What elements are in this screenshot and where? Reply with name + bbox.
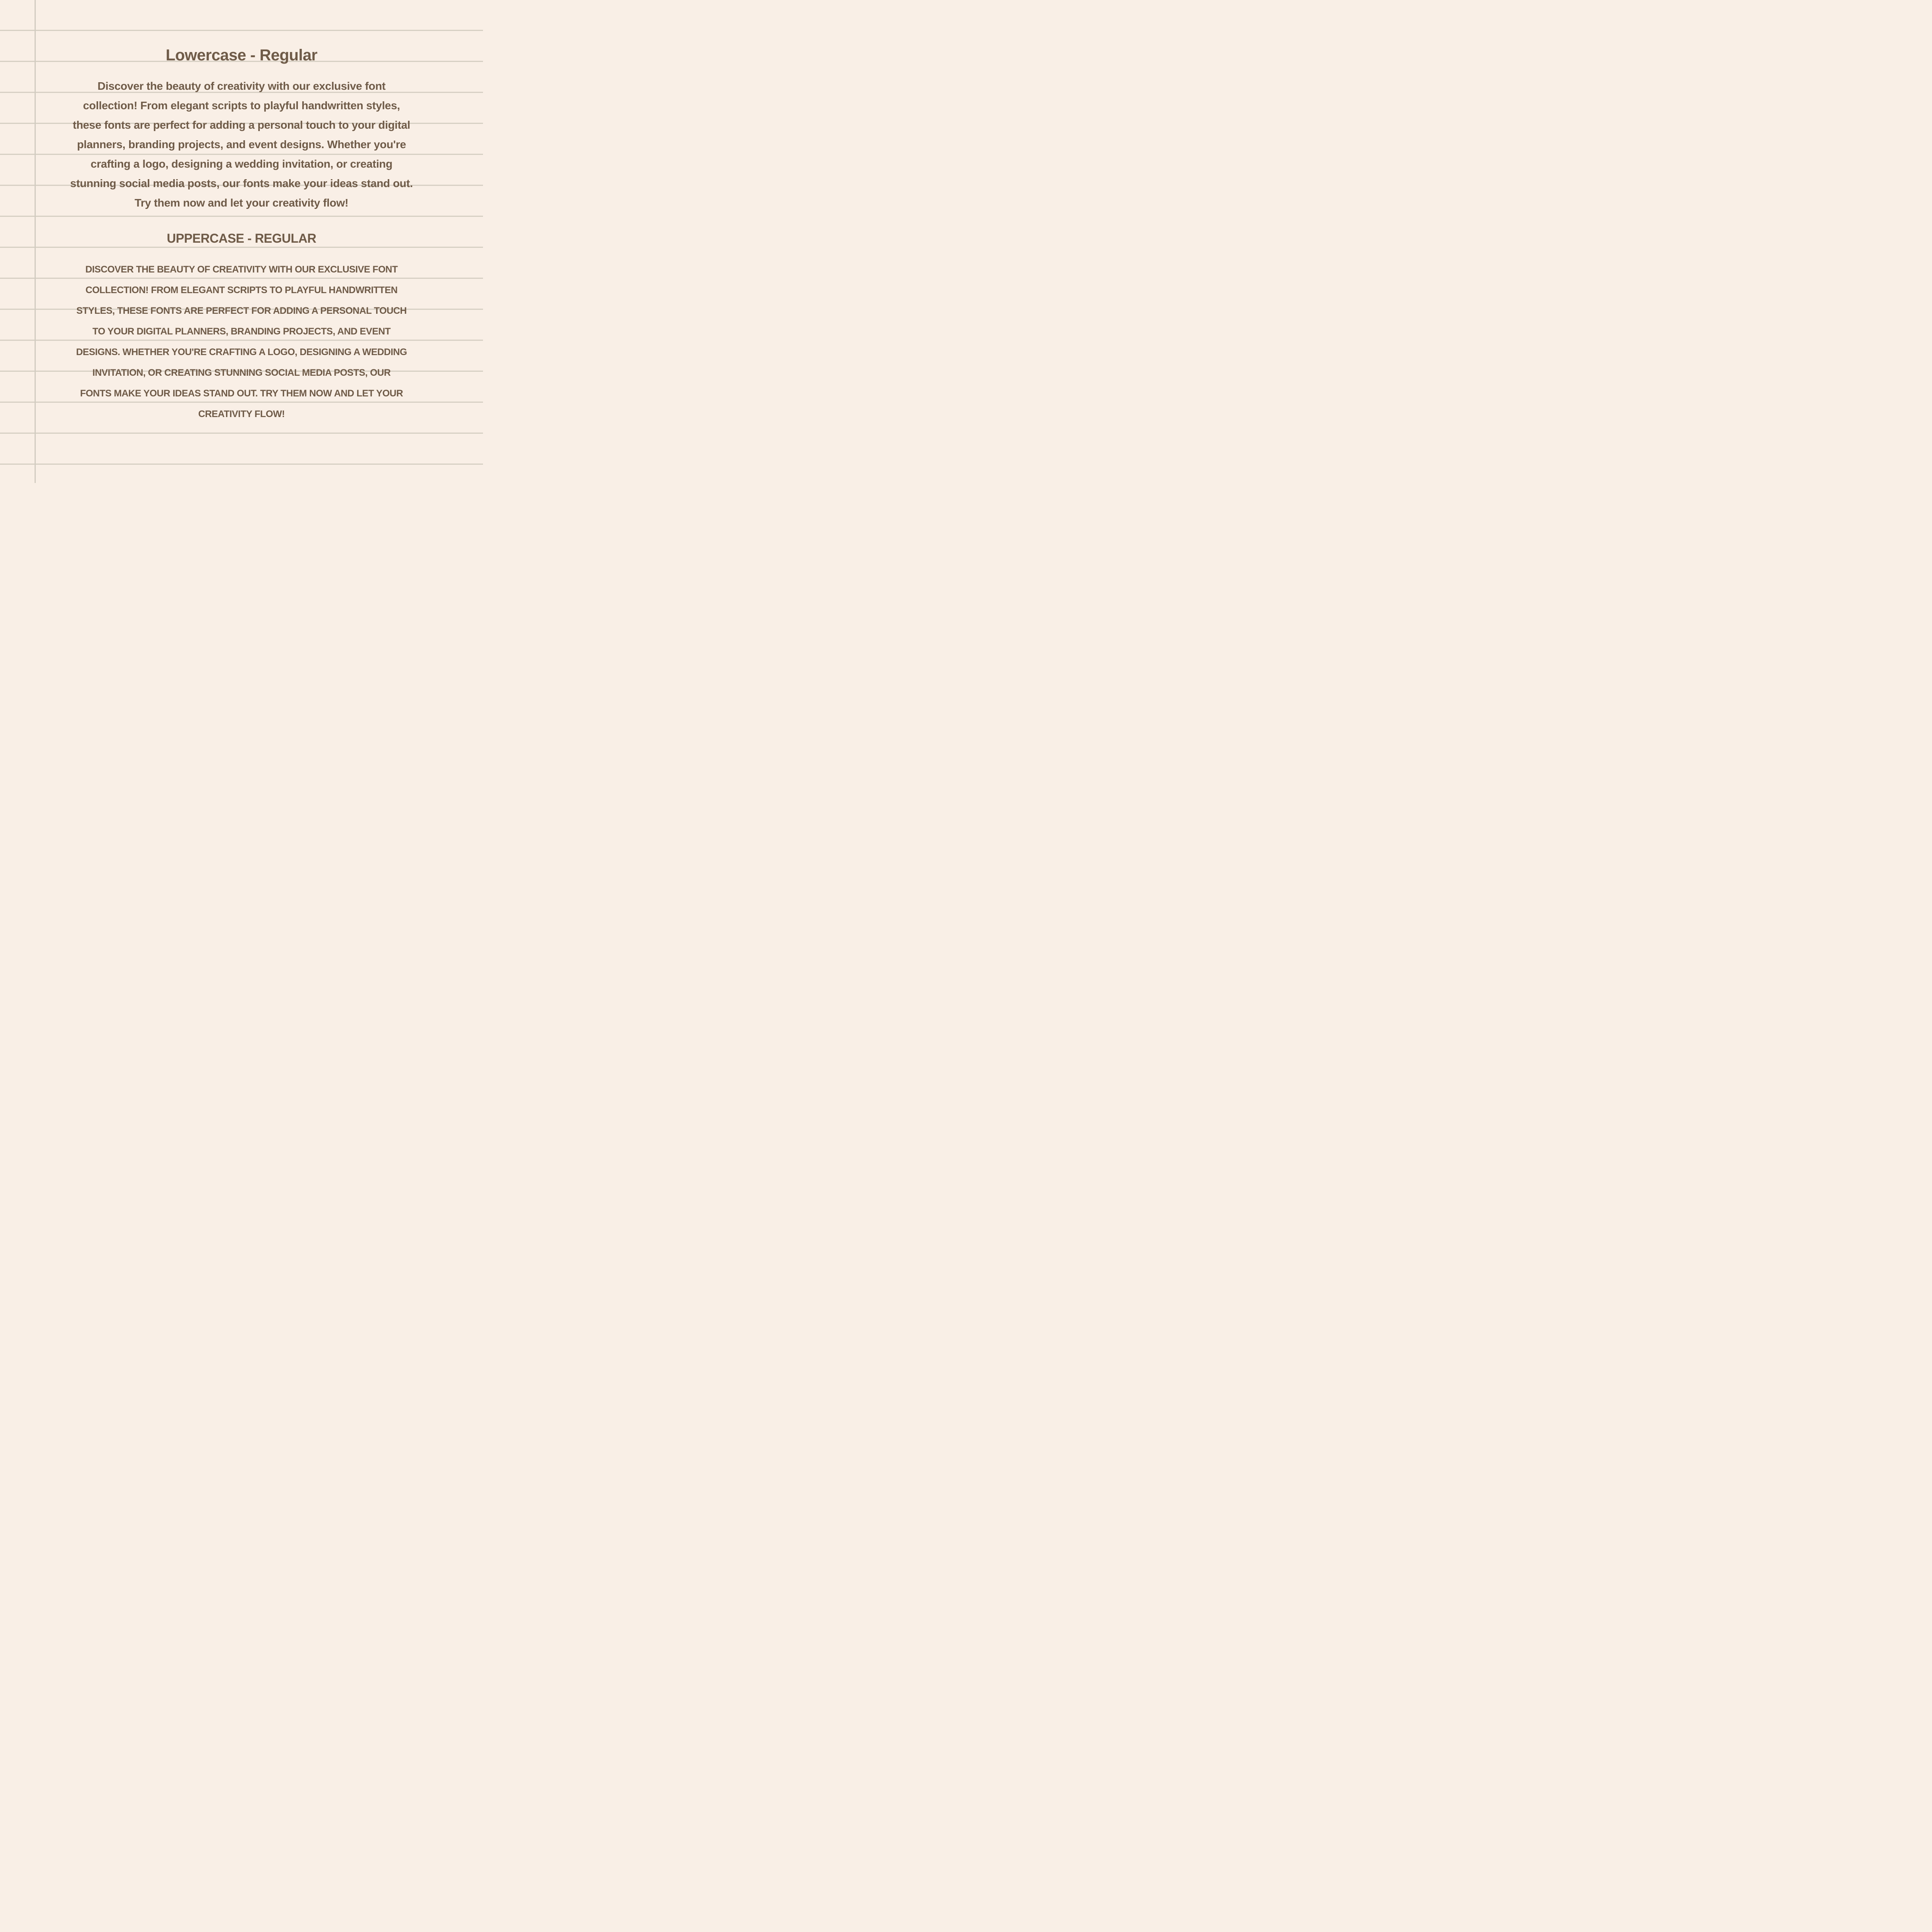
notebook-page <box>0 0 483 483</box>
text-line: DESIGNS. WHETHER YOU'RE CRAFTING A LOGO, DESIGNING A WEDDING <box>76 347 407 357</box>
text-line: Try them now and let your creativity flow! <box>134 197 349 209</box>
text-line: INVITATION, OR CREATING STUNNING SOCIAL MEDIA POSTS, OUR <box>92 367 391 378</box>
uppercase-paragraph <box>0 259 483 425</box>
text-line: these fonts are perfect for adding a personal touch to your digital <box>73 119 410 131</box>
lowercase-section-title: Lowercase - Regular <box>166 46 317 64</box>
text-line: CREATIVITY FLOW! <box>198 409 285 419</box>
uppercase-section-title: UPPERCASE - REGULAR <box>166 231 317 245</box>
text-line: TO YOUR DIGITAL PLANNERS, BRANDING PROJECTS, AND EVENT <box>92 326 391 337</box>
text-line: DISCOVER THE BEAUTY OF CREATIVITY WITH OUR EXCLUSIVE FONT <box>85 264 398 275</box>
text-line: STYLES, THESE FONTS ARE PERFECT FOR ADDING A PERSONAL TOUCH <box>76 305 407 316</box>
text-line: Discover the beauty of creativity with our exclusive font <box>97 80 386 92</box>
text-line: COLLECTION! FROM ELEGANT SCRIPTS TO PLAYFUL HANDWRITTEN <box>85 285 398 296</box>
text-line: collection! From elegant scripts to playful handwritten styles, <box>83 99 400 112</box>
text-line: planners, branding projects, and event designs. Whether you're <box>77 138 406 151</box>
lowercase-paragraph <box>0 76 483 213</box>
text-line: crafting a logo, designing a wedding invitation, or creating <box>91 158 392 170</box>
text-line: stunning social media posts, our fonts make your ideas stand out. <box>70 177 413 189</box>
text-line: FONTS MAKE YOUR IDEAS STAND OUT. TRY THEM NOW AND LET YOUR <box>80 388 403 399</box>
